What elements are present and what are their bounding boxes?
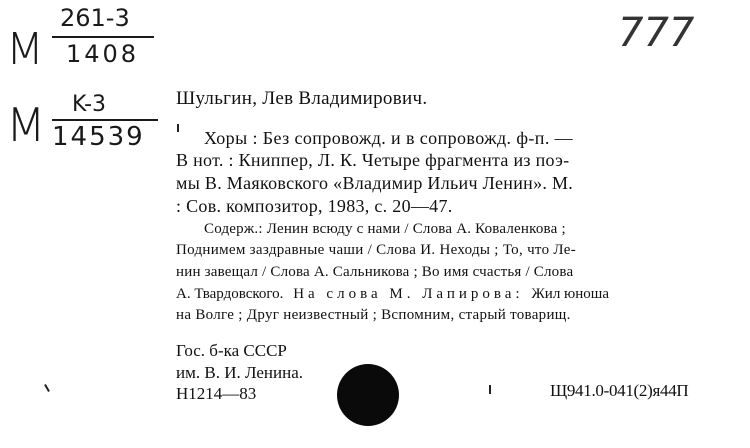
contents-text: Жил юноша [531, 286, 610, 302]
shelfmark-1-numerator: 261-3 [60, 4, 130, 32]
speck-mark [489, 385, 491, 394]
shelfmark-2-divider [52, 119, 158, 121]
contents-line: Содерж.: Ленин всюду с нами / Слова А. Коваленкова ; [204, 221, 566, 237]
contents-line: Поднимем заздравные чаши / Слова И. Неходы ; То, что Ле- [176, 242, 577, 258]
punch-hole [337, 364, 399, 426]
body-line: В нот. : Книппер, Л. К. Четыре фрагмента из поэ- [176, 150, 570, 170]
contents-line-4 [176, 286, 609, 303]
library-line: Гос. б-ка СССР [176, 341, 287, 360]
shelfmark-1-letter: M [6, 24, 44, 75]
corner-mark: 777 [618, 10, 695, 56]
body-line: : Сов. композитор, 1983, с. 20—47. [176, 196, 453, 216]
shelfmark-2-letter: M [6, 98, 46, 152]
author-heading: Шульгин, Лев Владимирович. [176, 88, 428, 109]
contents-line: нин завещал / Слова А. Сальникова ; Во имя счастья / Слова [176, 264, 574, 280]
speck-mark [177, 124, 179, 132]
contents-spaced-text: На слова М. Лапирова: [293, 286, 524, 302]
shelfmark-2-numerator: K-3 [72, 92, 107, 117]
shelfmark-2-denominator: 14539 [52, 122, 145, 152]
body-line: Хоры : Без сопровожд. и в сопровожд. ф-п. — [204, 128, 574, 148]
library-line: Н1214—83 [176, 384, 257, 403]
body-line: мы В. Маяковского «Владимир Ильич Ленин». М. [176, 173, 574, 193]
shelfmark-1-denominator: 1408 [66, 40, 140, 68]
speck-mark [44, 384, 50, 392]
library-line: им. В. И. Ленина. [176, 363, 304, 382]
contents-line: на Волге ; Друг неизвестный ; Вспомним, старый товарищ. [176, 307, 571, 323]
shelfmark-1-divider [52, 36, 154, 38]
contents-text: А. Твардовского. [176, 286, 284, 302]
classification-code: Щ941.0-041(2)я44П [550, 381, 689, 400]
